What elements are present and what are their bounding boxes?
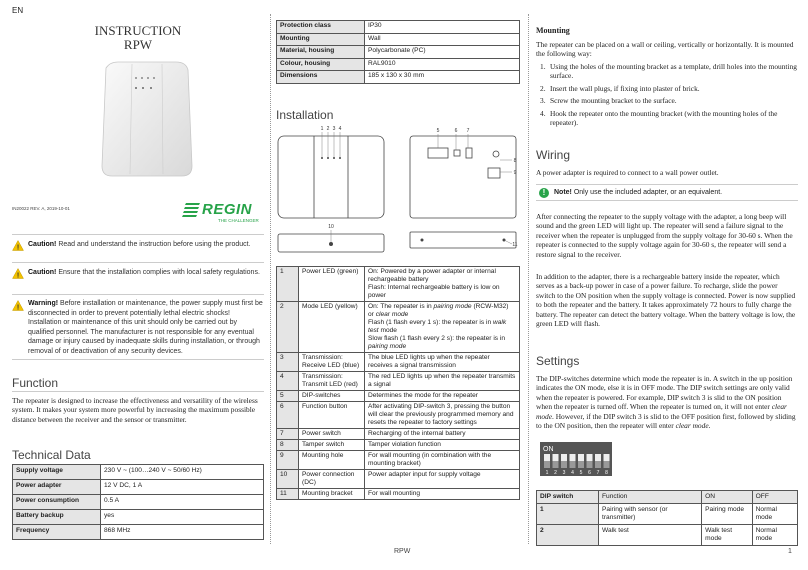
spec-key: Dimensions bbox=[277, 71, 365, 84]
warning-label: Warning! bbox=[28, 300, 59, 307]
component-number: 3 bbox=[277, 353, 299, 372]
component-description: For wall mounting bbox=[365, 489, 520, 500]
info-icon: ! bbox=[539, 188, 549, 198]
component-description: Determines the mode for the repeater bbox=[365, 391, 520, 402]
settings-heading: Settings bbox=[536, 354, 580, 368]
caution-label: Caution! bbox=[28, 269, 57, 276]
note-box bbox=[536, 184, 798, 201]
component-name: Power LED (green) bbox=[299, 267, 365, 302]
dip-number: 4 bbox=[571, 470, 574, 476]
table-row bbox=[13, 465, 264, 480]
component-number: 8 bbox=[277, 440, 299, 451]
callout-label: 10 bbox=[328, 224, 334, 230]
regin-logo bbox=[182, 200, 260, 226]
component-number: 4 bbox=[277, 372, 299, 391]
component-number: 7 bbox=[277, 429, 299, 440]
component-number: 5 bbox=[277, 391, 299, 402]
callout-label: 8 bbox=[513, 158, 517, 164]
component-name: Mode LED (yellow) bbox=[299, 302, 365, 353]
device-photo bbox=[96, 58, 196, 182]
doc-subtitle: RPW bbox=[123, 37, 153, 52]
component-number: 11 bbox=[277, 489, 299, 500]
settings-text: The DIP-switches determine which mode the repeater is in. A switch in the up position indicates the ON mode, else it is in OFF mode. The DIP switch settings are only valid when the repeater is powered. For example, DIP switch 3 is slid to the ON position when the repeater is turned off. When the repeater is turned on, it will not enter clear mode. However, if the DIP switch 3 is slid to the OFF position first, followed by sliding to the ON position, then the repeater will enter clear mode. bbox=[536, 374, 796, 431]
spec-value: Wall bbox=[365, 33, 520, 46]
function-text: The repeater is designed to increase the effectiveness and versatility of the wireless system. It makes your system more powerful by increasing the maximum possible distance between the receiver and the sensor or transmitter. bbox=[12, 396, 258, 424]
column-header: OFF bbox=[752, 491, 797, 504]
component-description: Recharging of the internal battery bbox=[365, 429, 520, 440]
spec-key: Power consumption bbox=[13, 495, 101, 510]
function-heading: Function bbox=[12, 376, 59, 390]
column-header: ON bbox=[702, 491, 753, 504]
dip-number: 6 bbox=[588, 470, 591, 476]
component-function-table bbox=[276, 266, 520, 500]
revision-info: IN20022 REV. A, 2019-10-01 bbox=[12, 206, 70, 211]
callout-label: 7 bbox=[466, 128, 470, 134]
spec-value: 185 x 130 x 30 mm bbox=[365, 71, 520, 84]
dip-switch-diagram bbox=[540, 442, 612, 482]
spec-value: 12 V DC, 1 A bbox=[101, 480, 264, 495]
installation-diagram bbox=[276, 124, 520, 266]
column-divider bbox=[270, 14, 271, 544]
spec-value: 868 MHz bbox=[101, 525, 264, 540]
component-name: Mounting hole bbox=[299, 451, 365, 470]
component-description: On: The repeater is in pairing mode (RCW-M32) or clear mode Flash (1 flash every 1 s): the repeater is in walk test mode Slow flash (1 flash every 2 s): the repeater is in pairing mode bbox=[365, 302, 520, 353]
table-row bbox=[277, 470, 520, 489]
component-description: The blue LED lights up when the repeater receives a signal transmission bbox=[365, 353, 520, 372]
table-row bbox=[537, 525, 798, 546]
caution-text: Read and understand the instruction before using the product. bbox=[56, 241, 251, 248]
svg-text:!: ! bbox=[16, 304, 20, 311]
dip-number: 5 bbox=[579, 470, 583, 476]
callout-label: 6 bbox=[454, 128, 458, 134]
table-row bbox=[277, 440, 520, 451]
dip-number: 7 bbox=[596, 470, 600, 476]
component-number: 10 bbox=[277, 470, 299, 489]
callout-label: 2 bbox=[326, 126, 330, 132]
dip-number: 2 bbox=[537, 525, 599, 546]
callout-label: 4 bbox=[338, 126, 342, 132]
component-number: 1 bbox=[277, 267, 299, 302]
spec-key: Colour, housing bbox=[277, 58, 365, 71]
dip-number: 2 bbox=[554, 470, 557, 476]
table-row bbox=[277, 429, 520, 440]
wiring-paragraph: After connecting the repeater to the supply voltage with the adapter, a long beep will sound and the green LED will light up. The repeater will send a failure signal to the receiver when the repeater is unplugged from the supply voltage for 30-60 s. When the repeater is connected to the supply voltage again for 30-60 s, the repeater will send a restore signal to the receiver. bbox=[536, 212, 793, 259]
mounting-step: 3. Screw the mounting bracket to the surface. bbox=[540, 96, 677, 106]
table-row bbox=[277, 58, 520, 71]
technical-data-heading: Technical Data bbox=[12, 448, 91, 462]
table-row bbox=[277, 402, 520, 429]
note-label: Note! bbox=[554, 189, 572, 196]
spec-value: yes bbox=[101, 510, 264, 525]
warning-triangle-icon bbox=[12, 300, 24, 311]
component-number: 6 bbox=[277, 402, 299, 429]
logo-tagline: THE CHALLENGER bbox=[218, 218, 259, 223]
spec-key: Mounting bbox=[277, 33, 365, 46]
table-row bbox=[13, 510, 264, 525]
dip-function: Walk test bbox=[599, 525, 702, 546]
table-row bbox=[277, 71, 520, 84]
table-row bbox=[277, 33, 520, 46]
page-number: 1 bbox=[788, 548, 792, 555]
spec-key: Protection class bbox=[277, 21, 365, 34]
table-row bbox=[13, 495, 264, 510]
component-name: Tamper switch bbox=[299, 440, 365, 451]
callout-label: 5 bbox=[436, 128, 440, 134]
table-row bbox=[277, 21, 520, 34]
wiring-paragraph: In addition to the adapter, there is a rechargeable battery inside the repeater, which serves as a back-up power in case of a power failure. To recharge, slide the power switch to the ON position when the supply voltage is connected. Power is now supplied to both the repeater and the battery. It takes approximately 72 hours to fully charge the battery. The repeater can detect the battery voltage. When the battery voltage is low, the green LED will flash. bbox=[536, 272, 796, 329]
dip-number: 8 bbox=[605, 470, 608, 476]
column-header: DIP switch bbox=[537, 491, 599, 504]
mounting-steps bbox=[536, 62, 798, 130]
wiring-text: A power adapter is required to connect to a wall power outlet. bbox=[536, 168, 719, 177]
table-row bbox=[277, 46, 520, 59]
component-description: For wall mounting (in combination with the mounting bracket) bbox=[365, 451, 520, 470]
component-number: 2 bbox=[277, 302, 299, 353]
component-description: The red LED lights up when the repeater transmits a signal bbox=[365, 372, 520, 391]
spec-key: Battery backup bbox=[13, 510, 101, 525]
component-description: Tamper violation function bbox=[365, 440, 520, 451]
component-description: On: Powered by a power adapter or internal rechargeable battery Flash: Internal rechargeable battery is low on power bbox=[365, 267, 520, 302]
dip-on: Walk test mode bbox=[702, 525, 753, 546]
callout-label: 11 bbox=[512, 242, 518, 248]
callout-label: 9 bbox=[513, 170, 517, 176]
component-name: Transmission: Receive LED (blue) bbox=[299, 353, 365, 372]
logo-stripes-icon bbox=[182, 201, 200, 217]
mounting-step: 4. Hook the repeater onto the mounting bracket (with the mounting holes of the repeater). bbox=[540, 108, 778, 128]
dip-on: Pairing mode bbox=[702, 504, 753, 525]
component-name: Power switch bbox=[299, 429, 365, 440]
installation-heading: Installation bbox=[276, 108, 334, 122]
warning-notice bbox=[12, 294, 264, 360]
callout-label: 3 bbox=[332, 126, 336, 132]
divider bbox=[12, 391, 264, 392]
dip-switch-table bbox=[536, 490, 798, 546]
table-row bbox=[13, 480, 264, 495]
spec-value: Polycarbonate (PC) bbox=[365, 46, 520, 59]
table-row bbox=[277, 391, 520, 402]
dip-number: 1 bbox=[545, 470, 549, 476]
svg-text:!: ! bbox=[16, 272, 20, 279]
dip-number: 3 bbox=[562, 470, 566, 476]
caution-notice bbox=[12, 262, 264, 290]
table-row bbox=[277, 353, 520, 372]
warning-triangle-icon bbox=[12, 240, 24, 251]
spec-key: Frequency bbox=[13, 525, 101, 540]
spec-value: RAL9010 bbox=[365, 58, 520, 71]
spec-value: 230 V ~ (100…240 V ~ 50/60 Hz) bbox=[101, 465, 264, 480]
warning-text: Before installation or maintenance, the power supply must first be disconnected in order to prevent potentially lethal electric shocks! Installation or maintenance of this unit should only be carried out by qualified personnel. The manufacturer is not responsible for any eventual damage or injury caused by inadequate skills during installation, or through removal of or deactivation of any security devices. bbox=[28, 300, 263, 355]
warning-triangle-icon bbox=[12, 268, 24, 279]
caution-text: Ensure that the installation complies with local safety regulations. bbox=[56, 269, 260, 276]
table-row bbox=[277, 267, 520, 302]
component-name: Transmission: Transmit LED (red) bbox=[299, 372, 365, 391]
dip-on-label: ON bbox=[543, 446, 554, 453]
language-code: EN bbox=[12, 6, 24, 15]
column-header: Function bbox=[599, 491, 702, 504]
technical-data-table bbox=[12, 464, 264, 540]
mounting-heading: Mounting bbox=[536, 26, 570, 35]
mounting-step: 2. Insert the wall plugs, if fixing into plaster of brick. bbox=[540, 83, 700, 93]
dip-off: Normal mode bbox=[752, 525, 797, 546]
table-row bbox=[537, 504, 798, 525]
doc-title: INSTRUCTION bbox=[94, 23, 182, 38]
wiring-heading: Wiring bbox=[536, 148, 571, 162]
note-text: Only use the included adapter, or an equivalent. bbox=[571, 189, 723, 196]
component-name: Function button bbox=[299, 402, 365, 429]
spec-value: IP30 bbox=[365, 21, 520, 34]
caution-notice bbox=[12, 234, 264, 255]
component-name: Power connection (DC) bbox=[299, 470, 365, 489]
table-row bbox=[277, 451, 520, 470]
spec-value: 0.5 A bbox=[101, 495, 264, 510]
spec-key: Supply voltage bbox=[13, 465, 101, 480]
spec-table bbox=[276, 20, 520, 84]
component-number: 9 bbox=[277, 451, 299, 470]
mounting-intro: The repeater can be placed on a wall or ceiling, vertically or horizontally. It is mounted the following way: bbox=[536, 40, 794, 59]
svg-text:!: ! bbox=[16, 244, 20, 251]
component-name: Mounting bracket bbox=[299, 489, 365, 500]
dip-function: Pairing with sensor (or transmitter) bbox=[599, 504, 702, 525]
logo-wordmark: REGIN bbox=[202, 201, 253, 218]
dip-number: 1 bbox=[537, 504, 599, 525]
table-row bbox=[13, 525, 264, 540]
table-row bbox=[277, 489, 520, 500]
spec-key: Power adapter bbox=[13, 480, 101, 495]
component-description: Power adapter input for supply voltage bbox=[365, 470, 520, 489]
callout-label: 1 bbox=[320, 126, 324, 132]
component-name: DIP-switches bbox=[299, 391, 365, 402]
caution-label: Caution! bbox=[28, 241, 57, 248]
column-divider bbox=[528, 14, 529, 544]
dip-off: Normal mode bbox=[752, 504, 797, 525]
component-description: After activating DIP-switch 3, pressing the button will clear the previously programmed memory and resets the repeater to factory settings bbox=[365, 402, 520, 429]
table-row bbox=[277, 372, 520, 391]
table-row bbox=[277, 302, 520, 353]
spec-key: Material, housing bbox=[277, 46, 365, 59]
mounting-step: 1. Using the holes of the mounting bracket as a template, drill holes into the mounting surface. bbox=[540, 62, 797, 81]
footer-title: RPW bbox=[394, 548, 411, 555]
